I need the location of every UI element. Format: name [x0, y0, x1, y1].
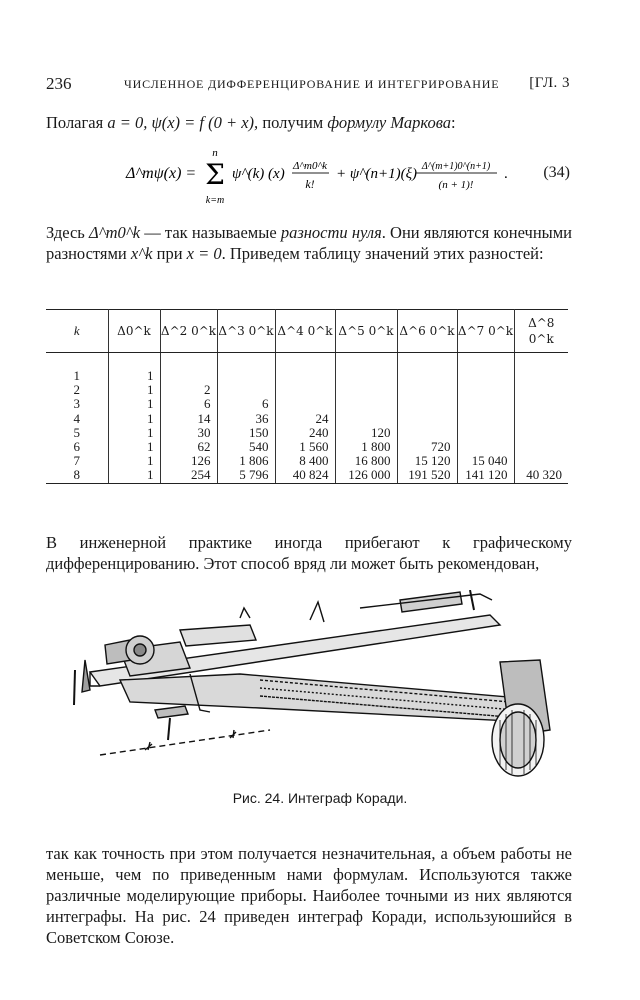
fraction-1-denominator: k!	[305, 177, 315, 191]
table-cell	[514, 454, 568, 468]
table-cell	[457, 440, 514, 454]
table-cell: 36	[217, 412, 275, 426]
table-cell: 1 800	[335, 440, 397, 454]
table-cell	[397, 412, 457, 426]
table-cell: 40 320	[514, 468, 568, 483]
formula-graphic	[46, 146, 516, 208]
integraph-illustration	[60, 590, 580, 790]
formula-lhs: Δ^mψ(x) =	[126, 165, 197, 182]
table-cell	[514, 397, 568, 411]
integraphs-paragraph: так как точность при этом получается незначительная, а объем работы не меньше, чем по приведенным нами формулам. Используются также различные моделирующие приборы. Наиболее точными из них являются интеграфы. На рис. 24 приведен интеграф Коради, используюшийся в Советском Союзе.	[46, 844, 572, 947]
row-index-cell: 2	[73, 382, 80, 398]
sum-upper-limit: n	[212, 147, 218, 159]
table-cell	[514, 383, 568, 397]
table-cell	[397, 383, 457, 397]
table-cell: 120	[335, 426, 397, 440]
column-header: Δ0^k	[108, 310, 160, 353]
sigma-symbol: Σ	[205, 158, 225, 191]
table-cell: 62	[160, 440, 217, 454]
row-index-cell: 1	[73, 368, 80, 383]
graphical-differentiation-paragraph: В инженерной практике иногда прибегают к графическому дифференцированию. Этот способ вряд ли может быть рекомендован,	[46, 533, 572, 573]
fraction-2-numerator: Δ^(m+1)0^(n+1)	[421, 161, 491, 172]
table-cell: 1	[108, 397, 160, 411]
table-cell	[217, 383, 275, 397]
table-row	[46, 397, 568, 411]
table-cell	[457, 369, 514, 383]
table-cell: 240	[275, 426, 335, 440]
intro-paragraph: Полагая a = 0, ψ(x) = f (0 + x), получим формулу Маркова:	[46, 113, 456, 132]
table-cell	[397, 369, 457, 383]
formula-term-2: + ψ^(n+1)(ξ)	[336, 166, 418, 182]
table-spacer-row	[46, 353, 568, 370]
table-cell: 1	[108, 383, 160, 397]
row-index-cell: 8	[46, 468, 108, 483]
table-cell	[514, 412, 568, 426]
figure-caption: Рис. 24. Интеграф Коради.	[232, 790, 408, 806]
column-header: Δ^7 0^k	[457, 310, 514, 353]
table-cell: 191 520	[397, 468, 457, 483]
table-cell	[457, 383, 514, 397]
intro-math: a = 0, ψ(x) = f (0 + x),	[107, 113, 259, 132]
table-cell	[335, 412, 397, 426]
table-cell: 141 120	[457, 468, 514, 483]
chapter-reference: [ГЛ. 3	[529, 75, 570, 91]
fraction-1-numerator: Δ^m0^k	[292, 160, 328, 172]
table-cell: 15 120	[397, 454, 457, 468]
fraction-2-denominator: (n + 1)!	[438, 179, 474, 191]
row-index-cell: 3	[73, 396, 80, 412]
table-row	[46, 369, 568, 383]
table-cell: 1 560	[275, 440, 335, 454]
column-header: Δ^6 0^k	[397, 310, 457, 353]
table-cell: 1	[108, 468, 160, 483]
table-cell: 1	[108, 454, 160, 468]
zero-differences-paragraph: Здесь Δ^m0^k — так называемые разности нуля. Они являются конечными разностями x^k при x = 0. Приведем таблицу значений этих разностей:	[46, 223, 573, 263]
table-cell	[514, 369, 568, 383]
sum-lower-limit: k=m	[205, 195, 225, 206]
table-cell	[514, 440, 568, 454]
column-header: k	[46, 310, 108, 353]
table-cell	[397, 426, 457, 440]
running-head	[46, 74, 570, 96]
table-row	[46, 454, 568, 468]
table-cell: 30	[160, 426, 217, 440]
row-index-cell: 7	[73, 453, 80, 469]
table-cell: 15 040	[457, 454, 514, 468]
table-cell: 14	[160, 412, 217, 426]
table-row	[46, 440, 568, 454]
table-cell: 6	[160, 397, 217, 411]
integraph-figure	[60, 590, 580, 790]
table-row	[46, 412, 568, 426]
table-cell: 540	[217, 440, 275, 454]
table-cell	[457, 412, 514, 426]
table-cell	[397, 397, 457, 411]
table-row	[46, 468, 568, 483]
formula-number: (34)	[543, 164, 570, 181]
table-cell: 254	[160, 468, 217, 483]
column-header: Δ^4 0^k	[275, 310, 335, 353]
table-cell: 2	[160, 383, 217, 397]
row-index-cell: 4	[73, 410, 80, 426]
table-cell	[457, 426, 514, 440]
table-cell: 150	[217, 426, 275, 440]
table-cell: 5 796	[217, 468, 275, 483]
table-cell: 1	[108, 440, 160, 454]
table-cell	[217, 369, 275, 383]
zero-differences-table	[46, 309, 568, 499]
table-cell: 8 400	[275, 454, 335, 468]
table-cell	[160, 369, 217, 383]
markov-formula-term: формулу Маркова	[327, 113, 452, 132]
column-header: Δ^5 0^k	[335, 310, 397, 353]
table-cell	[335, 397, 397, 411]
row-index-cell: 5	[73, 424, 80, 440]
formula-period: .	[504, 166, 508, 182]
table-cell: 16 800	[335, 454, 397, 468]
table-cell: 1	[108, 426, 160, 440]
table-cell: 126	[160, 454, 217, 468]
row-index-cell: 6	[73, 439, 80, 455]
column-header: Δ^3 0^k	[217, 310, 275, 353]
table-cell: 1	[108, 369, 160, 383]
table-cell: 126 000	[335, 468, 397, 483]
table-cell	[275, 369, 335, 383]
table-cell: 6	[217, 397, 275, 411]
running-title: ЧИСЛЕННОЕ ДИФФЕРЕНЦИРОВАНИЕ И ИНТЕГРИРОВАНИЕ	[124, 77, 500, 91]
table-cell	[457, 397, 514, 411]
page-number: 236	[46, 74, 72, 93]
formula-term-1: ψ^(k) (x)	[232, 166, 285, 182]
table-cell	[335, 383, 397, 397]
table-cell: 1 806	[217, 454, 275, 468]
table-cell: 1	[108, 412, 160, 426]
table-body	[46, 353, 568, 484]
table-row	[46, 426, 568, 440]
table-row	[46, 383, 568, 397]
table-cell: 720	[397, 440, 457, 454]
column-header: Δ^8 0^k	[514, 310, 568, 353]
column-header: Δ^2 0^k	[160, 310, 217, 353]
zero-differences-term: разности нуля	[280, 223, 382, 242]
table-cell	[514, 426, 568, 440]
trace-line	[100, 730, 270, 755]
table-cell	[335, 369, 397, 383]
markov-formula	[46, 146, 572, 208]
table-cell	[275, 383, 335, 397]
table-cell: 24	[275, 412, 335, 426]
table-cell: 40 824	[275, 468, 335, 483]
table-cell	[275, 397, 335, 411]
